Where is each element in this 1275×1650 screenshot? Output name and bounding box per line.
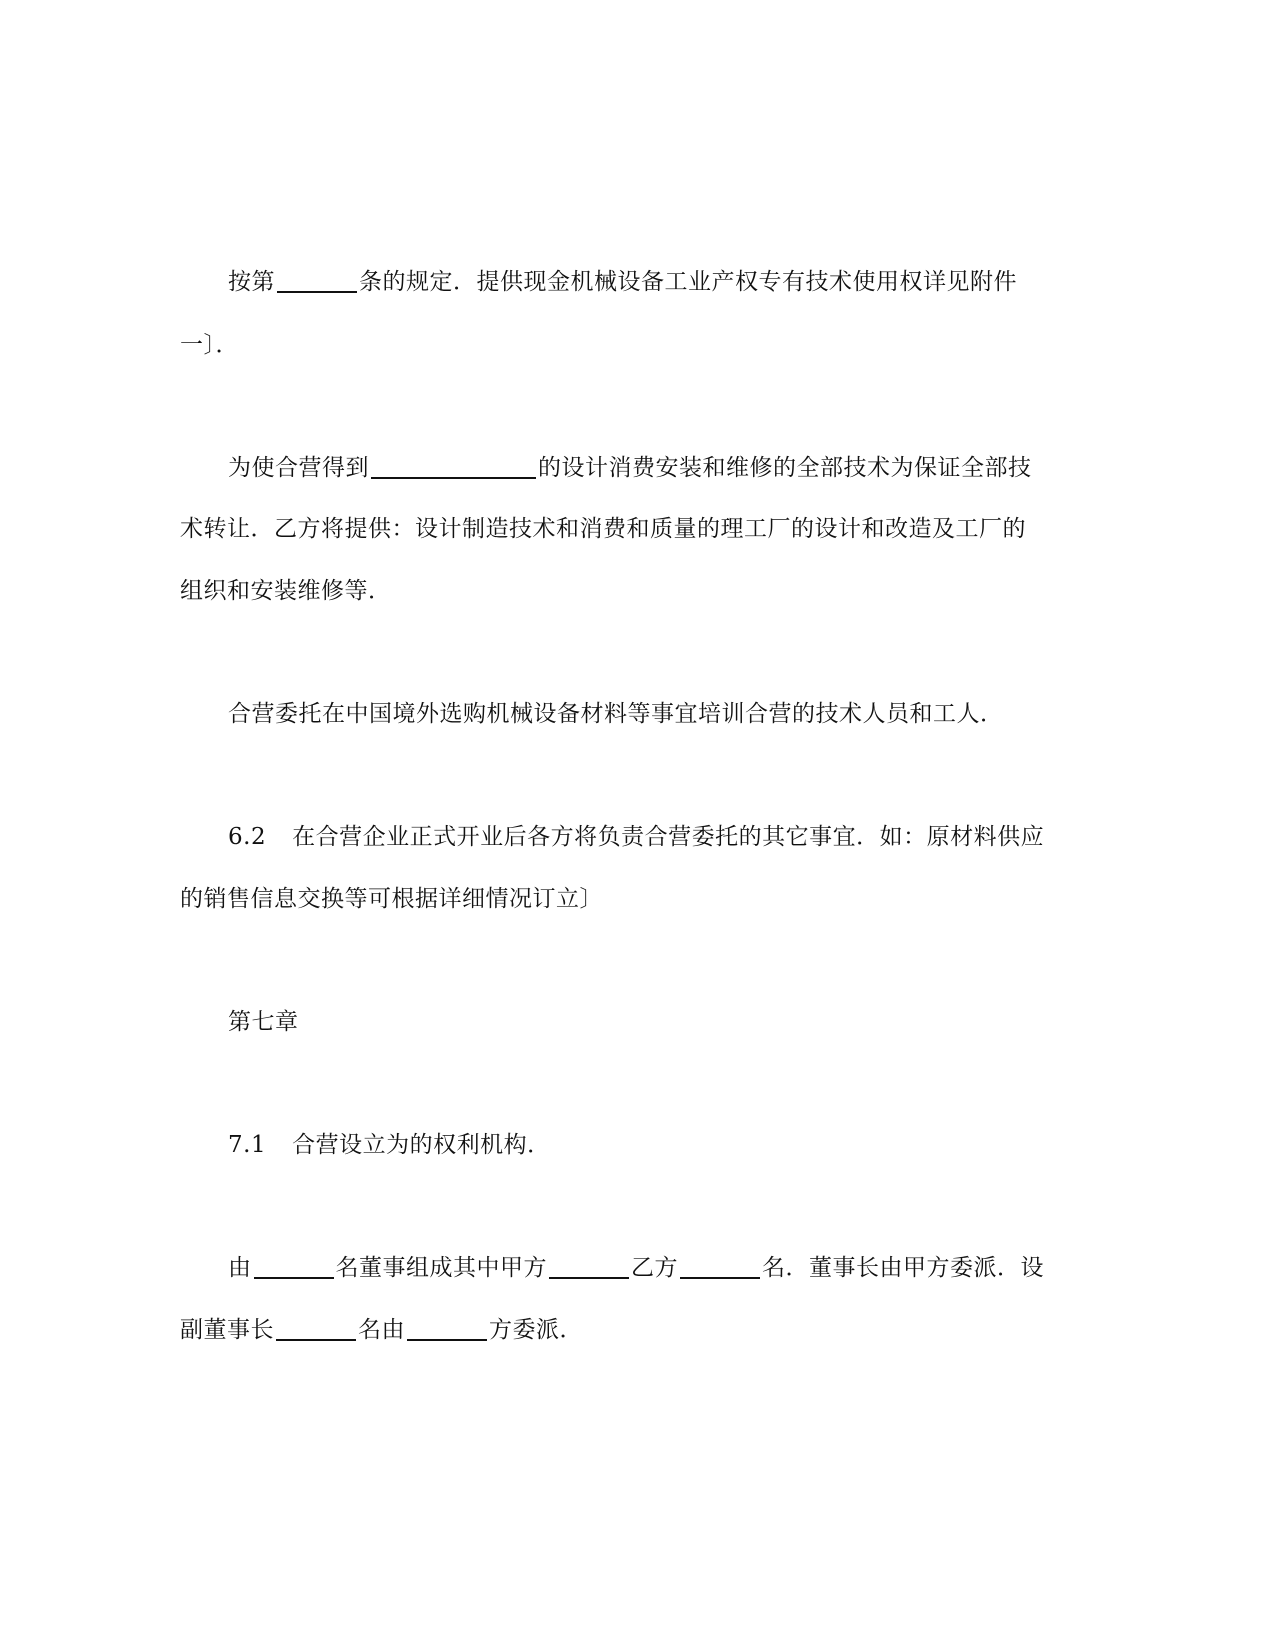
text: 组织和安装维修等．: [180, 578, 392, 604]
fill-in-blank: [680, 1255, 760, 1279]
text: 的设计消费安装和维修的全部技术为保证全部技: [538, 455, 1032, 481]
text: 合营委托在中国境外选购机械设备材料等事宜培训合营的技术人员和工人．: [228, 701, 1004, 727]
board-paragraph-line-1: [228, 1253, 1044, 1283]
text: 为使合营得到: [228, 455, 369, 481]
text: 术转让．乙方将提供：设计制造技术和消费和质量的理工厂的设计和改造及工厂的: [180, 516, 1026, 542]
section-6-2-line-2: [180, 884, 603, 914]
text: 名董事组成其中甲方: [335, 1255, 547, 1281]
text: 名由: [358, 1317, 405, 1343]
text: 由: [228, 1255, 252, 1281]
text: 按第: [228, 269, 275, 295]
section-number: 7.1: [228, 1132, 267, 1158]
fill-in-blank: [276, 1317, 356, 1341]
text: 方委派．: [489, 1317, 583, 1343]
section-6-2-line-1: [228, 822, 1044, 852]
board-paragraph-line-2: [180, 1315, 583, 1345]
chapter-title: 第七章: [228, 1009, 299, 1035]
text: 乙方: [631, 1255, 678, 1281]
paragraph-2-line-3: [180, 576, 392, 606]
text: 的销售信息交换等可根据详细情况订立〕: [180, 886, 603, 912]
fill-in-blank: [254, 1255, 334, 1279]
fill-in-blank: [277, 269, 357, 293]
text: 名．董事长由甲方委派．设: [762, 1255, 1044, 1281]
chapter-heading: [228, 1007, 299, 1037]
text: 条的规定．提供现金机械设备工业产权专有技术使用权详见附件: [359, 269, 1017, 295]
fill-in-blank: [407, 1317, 487, 1341]
paragraph-2-line-2: [180, 514, 1026, 544]
paragraph-1-line-1: [228, 267, 1017, 297]
text: 合营设立为的权利机构．: [292, 1132, 551, 1158]
text: 副董事长: [180, 1317, 274, 1343]
fill-in-blank: [549, 1255, 629, 1279]
section-number: 6.2: [228, 824, 267, 850]
paragraph-2-line-1: [228, 453, 1032, 483]
fill-in-blank: [371, 455, 536, 479]
text: 在合营企业正式开业后各方将负责合营委托的其它事宜．如：原材料供应: [292, 824, 1045, 850]
paragraph-1-line-2: [180, 330, 239, 360]
text: 一〕．: [180, 332, 239, 358]
section-7-1-line-1: [228, 1130, 551, 1160]
paragraph-3-line-1: [228, 699, 1004, 729]
